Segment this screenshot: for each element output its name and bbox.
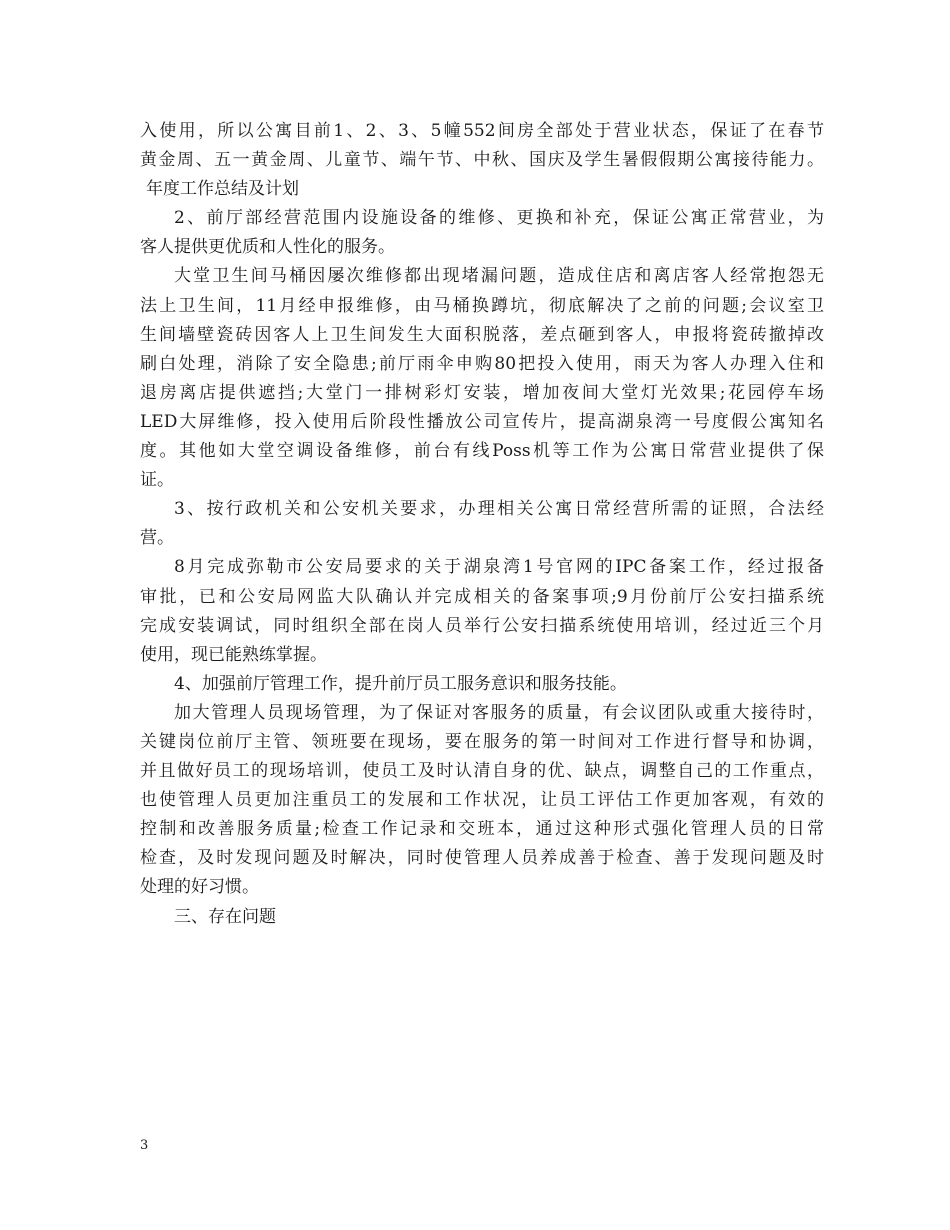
section-heading: 4、加强前厅管理工作，提升前厅员工服务意识和服务技能。 xyxy=(174,673,627,694)
text-line: 检查，及时发现问题及时解决，同时使管理人员养成善于检查、善于发现问题及时 xyxy=(140,848,824,869)
text-line: 关键岗位前厅主管、领班要在现场，要在服务的第一时间对工作进行督导和协调， xyxy=(140,731,824,752)
text-line: 控制和改善服务质量;检查工作记录和交班本，通过这种形式强化管理人员的日常 xyxy=(140,819,824,840)
text-line: 处理的好习惯。 xyxy=(140,877,259,898)
section-heading: 3、按行政机关和公安机关要求，办理相关公寓日常经营所需的证照，合法经 xyxy=(174,499,824,520)
text-line: 入使用，所以公寓目前1、2、3、5幢552间房全部处于营业状态，保证了在春节 xyxy=(140,121,824,141)
text-line: 营。 xyxy=(140,528,174,549)
text-line: 大堂卫生间马桶因屡次维修都出现堵漏问题，造成住店和离店客人经常抱怨无 xyxy=(174,266,824,287)
text-line: 完成安装调试，同时组织全部在岗人员举行公安扫描系统使用培训，经过近三个月 xyxy=(140,615,824,636)
text-line: 退房离店提供遮挡;大堂门一排树彩灯安装，增加夜间大堂灯光效果;花园停车场 xyxy=(140,382,824,403)
text-line: 也使管理人员更加注重员工的发展和工作状况，让员工评估工作更加客观，有效的 xyxy=(140,790,824,811)
section-heading: 2、前厅部经营范围内设施设备的维修、更换和补充，保证公寓正常营业，为 xyxy=(174,208,824,229)
text-line: 黄金周、五一黄金周、儿童节、端午节、中秋、国庆及学生暑假假期公寓接待能力。 xyxy=(140,150,824,171)
text-line: 年度工作总结及计划 xyxy=(146,179,299,200)
document-body xyxy=(140,117,824,932)
text-line: 客人提供更优质和人性化的服务。 xyxy=(140,237,395,258)
text-line: 加大管理人员现场管理，为了保证对客服务的质量，有会议团队或重大接待时， xyxy=(174,702,824,723)
text-line: 8月完成弥勒市公安局要求的关于湖泉湾1号官网的IPC备案工作，经过报备 xyxy=(174,557,824,578)
text-line: 生间墙壁瓷砖因客人上卫生间发生大面积脱落，差点砸到客人，申报将瓷砖撤掉改 xyxy=(140,324,824,345)
text-line: 使用，现已能熟练掌握。 xyxy=(140,644,327,665)
section-heading: 三、存在问题 xyxy=(174,906,276,927)
text-line: 证。 xyxy=(140,470,174,491)
page-number: 3 xyxy=(140,1138,149,1153)
text-line: 并且做好员工的现场培训，使员工及时认清自身的优、缺点，调整自己的工作重点， xyxy=(140,761,824,782)
text-line: 刷白处理，消除了安全隐患;前厅雨伞申购80把投入使用，雨天为客人办理入住和 xyxy=(140,353,824,374)
text-line: 法上卫生间，11月经申报维修，由马桶换蹲坑，彻底解决了之前的问题;会议室卫 xyxy=(140,295,824,316)
text-line: 度。其他如大堂空调设备维修，前台有线Poss机等工作为公寓日常营业提供了保 xyxy=(140,441,824,462)
text-line: LED大屏维修，投入使用后阶段性播放公司宣传片，提高湖泉湾一号度假公寓知名 xyxy=(140,411,824,432)
text-line: 审批，已和公安局网监大队确认并完成相关的备案事项;9月份前厅公安扫描系统 xyxy=(140,586,824,607)
